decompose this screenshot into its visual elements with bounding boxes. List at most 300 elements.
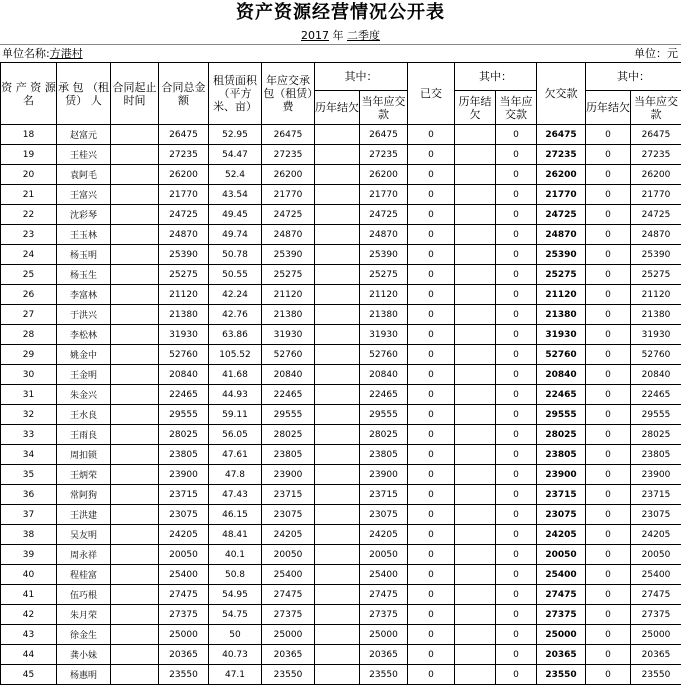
owed-amount: 25400: [537, 565, 586, 585]
owed-historic: 0: [586, 225, 631, 245]
contract-total: 24870: [159, 225, 209, 245]
annual-due: 28025: [262, 425, 315, 445]
lease-area: 63.86: [209, 325, 262, 345]
owed-historic: 0: [586, 485, 631, 505]
paid-historic: [455, 605, 496, 625]
annual-due: 20365: [262, 645, 315, 665]
historic-arrears: [315, 405, 360, 425]
paid-historic: [455, 545, 496, 565]
contractor-name: 王金明: [57, 365, 111, 385]
paid-amount: 0: [408, 145, 455, 165]
owed-amount: 25390: [537, 245, 586, 265]
historic-arrears: [315, 305, 360, 325]
contract-total: 27235: [159, 145, 209, 165]
contractor-name: 杨玉生: [57, 265, 111, 285]
asset-index: 38: [1, 525, 57, 545]
paid-amount: 0: [408, 465, 455, 485]
lease-area: 50.8: [209, 565, 262, 585]
table-row: [1, 485, 681, 505]
historic-arrears: [315, 245, 360, 265]
header-historic-arrears-1: 历年结欠: [315, 91, 360, 125]
header-contract-period: 合同起止时间: [111, 63, 159, 125]
contract-period: [111, 665, 159, 685]
annual-due: 24205: [262, 525, 315, 545]
contractor-name: 李富林: [57, 285, 111, 305]
currency-unit: 单位：元: [634, 47, 678, 60]
lease-area: 59.11: [209, 405, 262, 425]
owed-historic: 0: [586, 165, 631, 185]
paid-historic: [455, 445, 496, 465]
contract-period: [111, 345, 159, 365]
paid-current: 0: [496, 405, 537, 425]
contract-period: [111, 145, 159, 165]
asset-index: 45: [1, 665, 57, 685]
asset-index: 29: [1, 345, 57, 365]
historic-arrears: [315, 465, 360, 485]
paid-historic: [455, 565, 496, 585]
lease-area: 47.43: [209, 485, 262, 505]
contractor-name: 周永祥: [57, 545, 111, 565]
contractor-name: 姚金中: [57, 345, 111, 365]
paid-current: 0: [496, 585, 537, 605]
current-due: 20050: [360, 545, 408, 565]
asset-index: 43: [1, 625, 57, 645]
owed-current: 23075: [631, 505, 681, 525]
lease-area: 40.73: [209, 645, 262, 665]
lease-area: 41.68: [209, 365, 262, 385]
owed-amount: 25275: [537, 265, 586, 285]
table-row: [1, 645, 681, 665]
owed-historic: 0: [586, 605, 631, 625]
lease-area: 54.47: [209, 145, 262, 165]
header-contractor: 承 包 （租赁） 人: [57, 63, 111, 125]
contract-period: [111, 645, 159, 665]
owed-amount: 27235: [537, 145, 586, 165]
contract-period: [111, 425, 159, 445]
annual-due: 31930: [262, 325, 315, 345]
owed-current: 22465: [631, 385, 681, 405]
current-due: 23075: [360, 505, 408, 525]
unit-row: [0, 44, 681, 63]
paid-amount: 0: [408, 525, 455, 545]
lease-area: 46.15: [209, 505, 262, 525]
contractor-name: 吴友明: [57, 525, 111, 545]
contract-period: [111, 505, 159, 525]
historic-arrears: [315, 365, 360, 385]
contract-total: 27475: [159, 585, 209, 605]
paid-amount: 0: [408, 645, 455, 665]
asset-index: 21: [1, 185, 57, 205]
paid-amount: 0: [408, 165, 455, 185]
paid-amount: 0: [408, 185, 455, 205]
contract-period: [111, 165, 159, 185]
contract-total: 25400: [159, 565, 209, 585]
table-row: [1, 605, 681, 625]
paid-amount: 0: [408, 505, 455, 525]
lease-area: 48.41: [209, 525, 262, 545]
paid-historic: [455, 205, 496, 225]
annual-due: 29555: [262, 405, 315, 425]
contract-total: 26200: [159, 165, 209, 185]
table-row: [1, 465, 681, 485]
paid-current: 0: [496, 605, 537, 625]
annual-due: 26200: [262, 165, 315, 185]
historic-arrears: [315, 385, 360, 405]
owed-current: 26475: [631, 125, 681, 145]
annual-due: 24870: [262, 225, 315, 245]
current-due: 25000: [360, 625, 408, 645]
owed-amount: 21380: [537, 305, 586, 325]
paid-current: 0: [496, 665, 537, 685]
current-due: 29555: [360, 405, 408, 425]
asset-index: 30: [1, 365, 57, 385]
period-quarter: 二季度: [347, 29, 380, 42]
paid-current: 0: [496, 325, 537, 345]
paid-historic: [455, 245, 496, 265]
owed-historic: 0: [586, 525, 631, 545]
lease-area: 42.24: [209, 285, 262, 305]
paid-amount: 0: [408, 265, 455, 285]
current-due: 22465: [360, 385, 408, 405]
contract-period: [111, 545, 159, 565]
paid-historic: [455, 225, 496, 245]
paid-amount: 0: [408, 305, 455, 325]
paid-current: 0: [496, 125, 537, 145]
table-row: [1, 145, 681, 165]
table-row: [1, 525, 681, 545]
current-due: 23805: [360, 445, 408, 465]
lease-area: 49.45: [209, 205, 262, 225]
owed-historic: 0: [586, 265, 631, 285]
contract-period: [111, 205, 159, 225]
historic-arrears: [315, 625, 360, 645]
owed-amount: 23550: [537, 665, 586, 685]
header-current-due-1: 当年应交款: [360, 91, 408, 125]
paid-historic: [455, 365, 496, 385]
owed-amount: 26200: [537, 165, 586, 185]
header-owed: 欠交款: [537, 63, 586, 125]
owed-historic: 0: [586, 405, 631, 425]
annual-due: 21770: [262, 185, 315, 205]
annual-due: 20050: [262, 545, 315, 565]
contractor-name: 常阿狗: [57, 485, 111, 505]
current-due: 26200: [360, 165, 408, 185]
contract-total: 31930: [159, 325, 209, 345]
paid-historic: [455, 405, 496, 425]
annual-due: 21380: [262, 305, 315, 325]
owed-historic: 0: [586, 385, 631, 405]
current-due: 27235: [360, 145, 408, 165]
historic-arrears: [315, 285, 360, 305]
annual-due: 20840: [262, 365, 315, 385]
paid-current: 0: [496, 505, 537, 525]
historic-arrears: [315, 345, 360, 365]
contract-period: [111, 245, 159, 265]
owed-amount: 23715: [537, 485, 586, 505]
current-due: 21120: [360, 285, 408, 305]
contract-period: [111, 265, 159, 285]
paid-historic: [455, 625, 496, 645]
paid-amount: 0: [408, 125, 455, 145]
unit-name-value: 方港村: [49, 47, 83, 60]
owed-amount: 21770: [537, 185, 586, 205]
contractor-name: 赵富元: [57, 125, 111, 145]
contract-period: [111, 525, 159, 545]
owed-current: 25275: [631, 265, 681, 285]
contractor-name: 王洪建: [57, 505, 111, 525]
contractor-name: 王炳荣: [57, 465, 111, 485]
contract-period: [111, 605, 159, 625]
asset-index: 20: [1, 165, 57, 185]
owed-current: 23900: [631, 465, 681, 485]
paid-amount: 0: [408, 565, 455, 585]
contract-period: [111, 305, 159, 325]
paid-historic: [455, 145, 496, 165]
owed-current: 23550: [631, 665, 681, 685]
owed-amount: 20050: [537, 545, 586, 565]
header-of-which-3: 其中：: [586, 63, 681, 91]
lease-area: 50.78: [209, 245, 262, 265]
contract-total: 23715: [159, 485, 209, 505]
contractor-name: 杨玉明: [57, 245, 111, 265]
owed-amount: 27475: [537, 585, 586, 605]
report-period: [0, 28, 681, 44]
owed-historic: 0: [586, 505, 631, 525]
asset-index: 22: [1, 205, 57, 225]
contractor-name: 袁阿毛: [57, 165, 111, 185]
current-due: 26475: [360, 125, 408, 145]
contractor-name: 王雨良: [57, 425, 111, 445]
paid-historic: [455, 485, 496, 505]
contract-total: 29555: [159, 405, 209, 425]
table-row: [1, 445, 681, 465]
owed-amount: 52760: [537, 345, 586, 365]
annual-due: 27375: [262, 605, 315, 625]
paid-historic: [455, 465, 496, 485]
owed-historic: 0: [586, 145, 631, 165]
owed-current: 52760: [631, 345, 681, 365]
owed-current: 25000: [631, 625, 681, 645]
owed-historic: 0: [586, 245, 631, 265]
contract-total: 24205: [159, 525, 209, 545]
owed-current: 27235: [631, 145, 681, 165]
paid-current: 0: [496, 305, 537, 325]
lease-area: 54.95: [209, 585, 262, 605]
annual-due: 23900: [262, 465, 315, 485]
contract-total: 23805: [159, 445, 209, 465]
historic-arrears: [315, 205, 360, 225]
paid-amount: 0: [408, 445, 455, 465]
annual-due: 24725: [262, 205, 315, 225]
historic-arrears: [315, 325, 360, 345]
table-row: [1, 405, 681, 425]
owed-historic: 0: [586, 625, 631, 645]
header-historic-arrears-2: 历年结欠: [455, 91, 496, 125]
current-due: 21770: [360, 185, 408, 205]
current-due: 24725: [360, 205, 408, 225]
paid-amount: 0: [408, 285, 455, 305]
owed-current: 28025: [631, 425, 681, 445]
asset-index: 25: [1, 265, 57, 285]
owed-current: 24205: [631, 525, 681, 545]
header-lease-area: 租赁面积（平方米、亩）: [209, 63, 262, 125]
owed-amount: 28025: [537, 425, 586, 445]
table-row: [1, 505, 681, 525]
contract-total: 23900: [159, 465, 209, 485]
contract-total: 21120: [159, 285, 209, 305]
header-of-which-1: 其中：: [315, 63, 408, 91]
asset-index: 27: [1, 305, 57, 325]
annual-due: 26475: [262, 125, 315, 145]
paid-current: 0: [496, 245, 537, 265]
historic-arrears: [315, 585, 360, 605]
contract-total: 25275: [159, 265, 209, 285]
paid-amount: 0: [408, 205, 455, 225]
current-due: 20365: [360, 645, 408, 665]
asset-index: 42: [1, 605, 57, 625]
lease-area: 40.1: [209, 545, 262, 565]
paid-current: 0: [496, 205, 537, 225]
owed-current: 27475: [631, 585, 681, 605]
owed-historic: 0: [586, 565, 631, 585]
paid-current: 0: [496, 545, 537, 565]
paid-current: 0: [496, 225, 537, 245]
historic-arrears: [315, 225, 360, 245]
contract-total: 28025: [159, 425, 209, 445]
table-row: [1, 285, 681, 305]
current-due: 27375: [360, 605, 408, 625]
contractor-name: 王玉林: [57, 225, 111, 245]
contract-period: [111, 325, 159, 345]
annual-due: 25400: [262, 565, 315, 585]
owed-current: 26200: [631, 165, 681, 185]
header-paid: 已交: [408, 63, 455, 125]
owed-historic: 0: [586, 185, 631, 205]
historic-arrears: [315, 145, 360, 165]
owed-historic: 0: [586, 585, 631, 605]
owed-current: 31930: [631, 325, 681, 345]
annual-due: 23075: [262, 505, 315, 525]
contract-total: 27375: [159, 605, 209, 625]
paid-amount: 0: [408, 345, 455, 365]
asset-index: 34: [1, 445, 57, 465]
paid-amount: 0: [408, 485, 455, 505]
owed-current: 20050: [631, 545, 681, 565]
contract-total: 25000: [159, 625, 209, 645]
header-contract-total: 合同总金额: [159, 63, 209, 125]
asset-index: 28: [1, 325, 57, 345]
asset-table: [0, 62, 681, 685]
unit-name-label: 单位名称:: [2, 47, 50, 60]
asset-index: 33: [1, 425, 57, 445]
owed-current: 24725: [631, 205, 681, 225]
contract-total: 21380: [159, 305, 209, 325]
lease-area: 44.93: [209, 385, 262, 405]
owed-historic: 0: [586, 305, 631, 325]
header-asset-name: 资 产 资 源 名: [1, 63, 57, 125]
annual-due: 27475: [262, 585, 315, 605]
owed-historic: 0: [586, 445, 631, 465]
historic-arrears: [315, 485, 360, 505]
owed-amount: 23900: [537, 465, 586, 485]
contract-period: [111, 185, 159, 205]
historic-arrears: [315, 505, 360, 525]
historic-arrears: [315, 185, 360, 205]
owed-current: 21380: [631, 305, 681, 325]
current-due: 31930: [360, 325, 408, 345]
paid-current: 0: [496, 485, 537, 505]
owed-amount: 23075: [537, 505, 586, 525]
annual-due: 23715: [262, 485, 315, 505]
current-due: 52760: [360, 345, 408, 365]
owed-historic: 0: [586, 645, 631, 665]
paid-current: 0: [496, 345, 537, 365]
current-due: 23550: [360, 665, 408, 685]
table-row: [1, 185, 681, 205]
page-title: 资产资源经营情况公开表: [236, 2, 445, 23]
contract-total: 23075: [159, 505, 209, 525]
header-of-which-2: 其中：: [455, 63, 537, 91]
contract-period: [111, 125, 159, 145]
header-annual-due: 年应交承包（租赁）费: [262, 63, 315, 125]
paid-current: 0: [496, 165, 537, 185]
historic-arrears: [315, 425, 360, 445]
annual-due: 27235: [262, 145, 315, 165]
asset-index: 23: [1, 225, 57, 245]
contractor-name: 杨惠明: [57, 665, 111, 685]
contract-total: 25390: [159, 245, 209, 265]
lease-area: 54.75: [209, 605, 262, 625]
contractor-name: 朱月荣: [57, 605, 111, 625]
paid-amount: 0: [408, 425, 455, 445]
owed-current: 20365: [631, 645, 681, 665]
paid-historic: [455, 385, 496, 405]
annual-due: 23550: [262, 665, 315, 685]
lease-area: 50: [209, 625, 262, 645]
paid-historic: [455, 265, 496, 285]
contract-period: [111, 225, 159, 245]
annual-due: 23805: [262, 445, 315, 465]
contract-total: 20050: [159, 545, 209, 565]
contractor-name: 伍巧根: [57, 585, 111, 605]
table-row: [1, 425, 681, 445]
owed-amount: 25000: [537, 625, 586, 645]
lease-area: 47.61: [209, 445, 262, 465]
asset-index: 41: [1, 585, 57, 605]
asset-index: 35: [1, 465, 57, 485]
table-row: [1, 265, 681, 285]
annual-due: 22465: [262, 385, 315, 405]
contractor-name: 沈彩琴: [57, 205, 111, 225]
historic-arrears: [315, 125, 360, 145]
paid-amount: 0: [408, 665, 455, 685]
paid-amount: 0: [408, 325, 455, 345]
historic-arrears: [315, 665, 360, 685]
paid-historic: [455, 305, 496, 325]
contractor-name: 朱金兴: [57, 385, 111, 405]
table-row: [1, 125, 681, 145]
owed-amount: 24205: [537, 525, 586, 545]
table-row: [1, 205, 681, 225]
unit-name: [2, 48, 83, 60]
current-due: 24870: [360, 225, 408, 245]
paid-amount: 0: [408, 245, 455, 265]
contract-total: 24725: [159, 205, 209, 225]
annual-due: 25275: [262, 265, 315, 285]
paid-current: 0: [496, 365, 537, 385]
owed-current: 21120: [631, 285, 681, 305]
owed-current: 24870: [631, 225, 681, 245]
